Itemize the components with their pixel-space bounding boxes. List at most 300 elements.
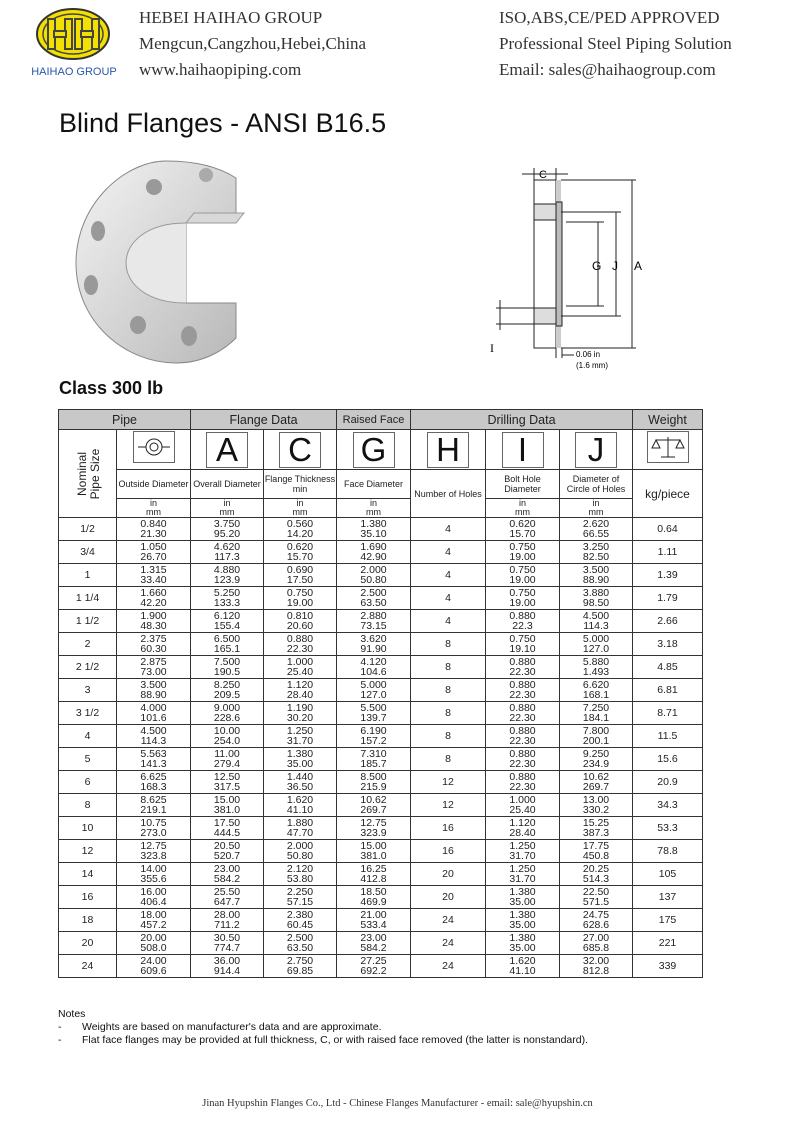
outside-diameter-cell-in: 0.840 — [140, 517, 167, 530]
bolt-hole-cell-mm: 22.30 — [509, 689, 536, 701]
thickness-cell-mm: 36.50 — [286, 781, 314, 793]
thickness-cell-mm: 60.45 — [286, 919, 314, 931]
face-diameter-cell — [337, 817, 411, 840]
overall-diameter-cell-in: 8.250 — [213, 678, 241, 691]
holes-cell: 4 — [411, 541, 486, 564]
bolt-hole-cell-in: 0.880 — [509, 770, 536, 783]
unit-mm: mm — [588, 507, 604, 517]
weight-cell: 3.18 — [633, 633, 703, 656]
bolt-circle-cell-mm: 66.55 — [582, 528, 610, 540]
bolt-hole-cell-mm: 28.40 — [509, 827, 536, 839]
thickness-cell — [264, 932, 337, 955]
outside-diameter-cell — [117, 564, 191, 587]
table-row — [59, 886, 703, 909]
overall-diameter-cell — [191, 656, 264, 679]
unit-mm: mm — [146, 507, 161, 517]
thickness-cell — [264, 863, 337, 886]
table-row — [59, 702, 703, 725]
bolt-hole-cell-in: 1.120 — [509, 816, 536, 829]
table-row — [59, 909, 703, 932]
bolt-circle-cell-in: 5.000 — [582, 632, 610, 645]
bolt-hole-cell-in: 1.380 — [509, 885, 536, 898]
nps-cell: 5 — [59, 748, 117, 771]
company-logo — [28, 6, 118, 81]
table-row — [59, 679, 703, 702]
holes-cell: 16 — [411, 817, 486, 840]
page-footer: Jinan Hyupshin Flanges Co., Ltd - Chinese Flanges Manufacturer - email: sale@hyupshin.cn — [202, 1098, 593, 1109]
outside-diameter-cell — [117, 909, 191, 932]
approval-text: ISO,ABS,CE/PED APPROVED — [499, 8, 720, 27]
bolt-hole-cell-in: 0.880 — [509, 609, 536, 622]
overall-diameter-cell — [191, 909, 264, 932]
scale-icon-cell — [633, 430, 703, 470]
description-row — [59, 470, 703, 499]
bolt-circle-cell-mm: 184.1 — [582, 712, 610, 724]
company-website[interactable]: www.haihaopiping.com — [139, 60, 302, 79]
outside-diameter-cell-in: 1.660 — [140, 586, 167, 599]
thickness-cell — [264, 518, 337, 541]
bolt-circle-cell — [560, 518, 633, 541]
header-right — [499, 5, 732, 83]
overall-diameter-cell-mm: 317.5 — [213, 781, 241, 793]
holes-cell: 8 — [411, 702, 486, 725]
thickness-cell-mm: 41.10 — [286, 804, 314, 816]
bolt-circle-cell-in: 3.500 — [582, 563, 610, 576]
notes-heading: Notes — [58, 1008, 86, 1020]
face-diameter-cell-mm: 50.80 — [360, 574, 387, 586]
unit-in: in — [296, 498, 304, 508]
thickness-cell-in: 1.440 — [286, 770, 314, 783]
thickness-cell-in: 0.560 — [286, 517, 314, 530]
overall-diameter-cell — [191, 955, 264, 978]
bolt-circle-cell-mm: 1.493 — [582, 666, 610, 678]
bolt-hole-cell-mm: 22.30 — [509, 712, 536, 724]
outside-diameter-cell-in: 8.625 — [140, 793, 167, 806]
face-diameter-cell — [337, 564, 411, 587]
overall-diameter-cell-mm: 165.1 — [213, 643, 241, 655]
outside-diameter-cell-mm: 457.2 — [140, 919, 167, 931]
desc-holes: Number of Holes — [411, 470, 486, 518]
thickness-cell-in: 1.620 — [286, 793, 314, 806]
icon-row — [59, 430, 703, 470]
thickness-cell — [264, 610, 337, 633]
table-row — [59, 656, 703, 679]
thickness-cell-mm: 63.50 — [286, 942, 314, 954]
holes-cell: 12 — [411, 771, 486, 794]
company-name: HEBEI HAIHAO GROUP — [139, 8, 323, 27]
face-diameter-cell-mm: 215.9 — [360, 781, 387, 793]
outside-diameter-cell-mm: 114.3 — [140, 735, 167, 747]
notes-section — [58, 1008, 588, 1047]
face-diameter-cell-mm: 692.2 — [360, 965, 387, 977]
face-diameter-cell — [337, 863, 411, 886]
overall-diameter-cell-in: 11.00 — [214, 747, 240, 760]
outside-diameter-cell-in: 6.625 — [140, 770, 167, 783]
outside-diameter-cell — [117, 679, 191, 702]
outside-diameter-cell-mm: 88.90 — [140, 689, 167, 701]
bolt-circle-cell — [560, 840, 633, 863]
thickness-cell-mm: 14.20 — [286, 528, 314, 540]
weight-cell: 105 — [633, 863, 703, 886]
letter-g: G — [353, 432, 395, 468]
nps-cell: 20 — [59, 932, 117, 955]
outside-diameter-cell-mm: 406.4 — [140, 896, 167, 908]
bolt-hole-cell-in: 0.880 — [509, 678, 536, 691]
overall-diameter-cell — [191, 863, 264, 886]
thickness-cell-in: 2.380 — [286, 908, 314, 921]
bolt-hole-cell-mm: 15.70 — [509, 528, 536, 540]
desc-overall: Overall Diameter — [191, 470, 264, 499]
face-diameter-cell-in: 2.000 — [360, 563, 387, 576]
thickness-cell-in: 2.120 — [286, 862, 314, 875]
outside-diameter-cell — [117, 633, 191, 656]
thickness-cell-mm: 69.85 — [286, 965, 314, 977]
bolt-hole-cell-mm: 22.30 — [509, 666, 536, 678]
bolt-circle-cell — [560, 633, 633, 656]
face-diameter-cell-mm: 63.50 — [360, 597, 387, 609]
thickness-cell-in: 1.880 — [286, 816, 314, 829]
outside-diameter-cell — [117, 863, 191, 886]
holes-cell: 4 — [411, 518, 486, 541]
overall-diameter-cell-in: 4.880 — [213, 563, 241, 576]
outside-diameter-cell — [117, 955, 191, 978]
thickness-cell-in: 1.250 — [286, 724, 314, 737]
note-mm: (1.6 mm) — [576, 361, 608, 370]
bolt-circle-cell-mm: 98.50 — [582, 597, 610, 609]
thickness-cell — [264, 702, 337, 725]
nps-cell: 4 — [59, 725, 117, 748]
overall-diameter-cell — [191, 633, 264, 656]
bolt-hole-cell-mm: 35.00 — [509, 896, 536, 908]
flange-illustration — [66, 153, 246, 371]
thickness-cell-mm: 15.70 — [286, 551, 314, 563]
letter-i-cell — [486, 430, 560, 470]
group-raised: Raised Face — [337, 410, 411, 430]
bolt-circle-cell — [560, 932, 633, 955]
outside-diameter-cell — [117, 518, 191, 541]
weight-cell: 15.6 — [633, 748, 703, 771]
table-row — [59, 587, 703, 610]
face-diameter-cell-in: 23.00 — [360, 931, 387, 944]
bolt-circle-cell-in: 10.62 — [582, 770, 610, 783]
thickness-cell-mm: 19.00 — [286, 597, 314, 609]
bolt-circle-cell — [560, 541, 633, 564]
outside-diameter-cell-mm: 48.30 — [140, 620, 167, 632]
holes-cell: 24 — [411, 955, 486, 978]
label-j: J — [612, 259, 618, 273]
outside-diameter-cell-mm: 609.6 — [140, 965, 167, 977]
bolt-circle-cell — [560, 656, 633, 679]
bolt-circle-cell — [560, 748, 633, 771]
bolt-circle-cell — [560, 909, 633, 932]
nps-cell: 3/4 — [59, 541, 117, 564]
holes-cell: 16 — [411, 840, 486, 863]
face-diameter-cell-in: 6.190 — [360, 724, 387, 737]
unit-in: in — [223, 498, 231, 508]
bolt-circle-cell-in: 7.800 — [582, 724, 610, 737]
face-diameter-cell-in: 8.500 — [360, 770, 387, 783]
letter-h: H — [427, 432, 469, 468]
bolt-hole-cell-in: 1.620 — [509, 954, 536, 967]
overall-diameter-cell-in: 5.250 — [213, 586, 241, 599]
thickness-cell-in: 0.620 — [286, 540, 314, 553]
tagline: Professional Steel Piping Solution — [499, 34, 732, 53]
table-row — [59, 840, 703, 863]
bolt-hole-cell-mm: 19.00 — [509, 574, 536, 586]
note-in: 0.06 in — [576, 350, 601, 359]
face-diameter-cell-in: 27.25 — [360, 954, 387, 967]
weight-cell: 221 — [633, 932, 703, 955]
bolt-hole-cell-in: 0.750 — [509, 540, 536, 553]
desc-thickness: Flange Thickness min — [264, 470, 337, 499]
thickness-cell-in: 2.750 — [286, 954, 314, 967]
overall-diameter-cell — [191, 725, 264, 748]
nps-cell: 12 — [59, 840, 117, 863]
unit-mm: mm — [219, 507, 235, 517]
bolt-hole-cell — [486, 541, 560, 564]
bolt-hole-cell-in: 0.620 — [509, 517, 536, 530]
thickness-cell-mm: 25.40 — [286, 666, 314, 678]
table-row — [59, 564, 703, 587]
weight-cell: 339 — [633, 955, 703, 978]
outside-diameter-cell-mm: 141.3 — [140, 758, 167, 770]
face-diameter-cell-in: 21.00 — [360, 908, 387, 921]
nps-cell: 1 1/2 — [59, 610, 117, 633]
letter-g-cell — [337, 430, 411, 470]
face-diameter-cell-in: 18.50 — [360, 885, 387, 898]
bolt-hole-cell — [486, 840, 560, 863]
outside-diameter-cell — [117, 587, 191, 610]
face-diameter-cell-mm: 381.0 — [360, 850, 387, 862]
dimension-diagram — [486, 160, 656, 375]
bolt-hole-cell — [486, 564, 560, 587]
outside-diameter-cell — [117, 817, 191, 840]
bolt-hole-cell — [486, 518, 560, 541]
bolt-hole-cell-in: 1.380 — [509, 908, 536, 921]
thickness-cell — [264, 633, 337, 656]
logo-text: HAIHAO GROUP — [31, 66, 117, 78]
desc-circle: Diameter of Circle of Holes — [560, 470, 633, 499]
bolt-hole-cell-in: 0.750 — [509, 632, 536, 645]
outside-diameter-cell-mm: 42.20 — [140, 597, 167, 609]
holes-cell: 24 — [411, 909, 486, 932]
letter-h-cell — [411, 430, 486, 470]
bolt-hole-cell — [486, 656, 560, 679]
bolt-hole-cell — [486, 909, 560, 932]
bolt-hole-cell-in: 0.880 — [509, 724, 536, 737]
bolt-circle-cell — [560, 886, 633, 909]
nps-cell: 14 — [59, 863, 117, 886]
outside-diameter-cell-in: 4.500 — [140, 724, 167, 737]
bolt-hole-cell-mm: 22.30 — [509, 758, 536, 770]
unit-in: in — [519, 498, 527, 508]
overall-diameter-cell-mm: 774.7 — [213, 942, 241, 954]
overall-diameter-cell — [191, 748, 264, 771]
holes-cell: 8 — [411, 679, 486, 702]
outside-diameter-cell-in: 1.050 — [140, 540, 167, 553]
thickness-cell — [264, 587, 337, 610]
thickness-cell-mm: 50.80 — [286, 850, 314, 862]
overall-diameter-cell — [191, 886, 264, 909]
face-diameter-cell-in: 15.00 — [360, 839, 387, 852]
table-row — [59, 541, 703, 564]
thickness-cell — [264, 817, 337, 840]
outside-diameter-cell-in: 4.000 — [140, 701, 167, 714]
unit-mm: mm — [292, 507, 308, 517]
desc-kg: kg/piece — [633, 470, 703, 518]
overall-diameter-cell-mm: 914.4 — [213, 965, 241, 977]
outside-diameter-cell-mm: 168.3 — [140, 781, 167, 793]
face-diameter-cell-mm: 42.90 — [360, 551, 387, 563]
bolt-circle-cell-in: 24.75 — [582, 908, 610, 921]
overall-diameter-cell-mm: 228.6 — [213, 712, 241, 724]
overall-diameter-cell-in: 36.00 — [213, 954, 241, 967]
thickness-cell-in: 0.880 — [286, 632, 314, 645]
face-diameter-cell-mm: 91.90 — [360, 643, 387, 655]
face-diameter-cell-in: 16.25 — [360, 862, 387, 875]
weight-cell: 34.3 — [633, 794, 703, 817]
outside-diameter-cell-in: 10.75 — [140, 816, 167, 829]
face-diameter-cell — [337, 748, 411, 771]
thickness-cell — [264, 656, 337, 679]
thickness-cell-mm: 17.50 — [286, 574, 314, 586]
overall-diameter-cell-in: 25.50 — [213, 885, 241, 898]
overall-diameter-cell — [191, 817, 264, 840]
nps-cell: 8 — [59, 794, 117, 817]
face-diameter-cell — [337, 610, 411, 633]
overall-diameter-cell — [191, 564, 264, 587]
overall-diameter-cell-mm: 711.2 — [214, 919, 240, 931]
bolt-hole-cell-mm: 35.00 — [509, 919, 536, 931]
overall-diameter-cell — [191, 541, 264, 564]
nps-cell: 2 1/2 — [59, 656, 117, 679]
nps-cell: 16 — [59, 886, 117, 909]
face-diameter-cell-mm: 269.7 — [360, 804, 387, 816]
outside-diameter-cell — [117, 794, 191, 817]
bolt-hole-cell-in: 0.880 — [509, 655, 536, 668]
nps-cell: 1/2 — [59, 518, 117, 541]
face-diameter-cell-in: 1.380 — [360, 517, 387, 530]
face-diameter-cell-in: 2.880 — [360, 609, 387, 622]
table-row — [59, 633, 703, 656]
outside-diameter-cell-mm: 21.30 — [140, 528, 167, 540]
note-text: Weights are based on manufacturer's data and are approximate. — [82, 1021, 382, 1033]
bolt-circle-cell-mm: 88.90 — [582, 574, 610, 586]
face-diameter-cell — [337, 633, 411, 656]
overall-diameter-cell-in: 3.750 — [213, 517, 241, 530]
face-diameter-cell-mm: 35.10 — [360, 528, 387, 540]
outside-diameter-cell-in: 2.375 — [140, 632, 167, 645]
bolt-circle-cell-mm: 685.8 — [582, 942, 610, 954]
weight-cell: 11.5 — [633, 725, 703, 748]
outside-diameter-cell — [117, 748, 191, 771]
bolt-circle-cell-in: 3.250 — [582, 540, 610, 553]
unit-cell — [191, 499, 264, 518]
class-title: Class 300 lb — [59, 378, 164, 398]
overall-diameter-cell-mm: 190.5 — [213, 666, 241, 678]
overall-diameter-cell-mm: 279.4 — [213, 758, 241, 770]
unit-cell — [264, 499, 337, 518]
weight-cell: 8.71 — [633, 702, 703, 725]
company-email[interactable]: Email: sales@haihaogroup.com — [499, 60, 716, 79]
overall-diameter-cell-in: 6.120 — [213, 609, 241, 622]
group-header-row — [59, 410, 703, 430]
outside-diameter-cell — [117, 656, 191, 679]
holes-cell: 8 — [411, 656, 486, 679]
outside-diameter-cell-in: 16.00 — [140, 885, 167, 898]
table-row — [59, 518, 703, 541]
label-a: A — [634, 259, 643, 273]
overall-diameter-cell — [191, 702, 264, 725]
letter-i: I — [502, 432, 544, 468]
overall-diameter-cell — [191, 794, 264, 817]
bolt-hole-cell — [486, 748, 560, 771]
face-diameter-cell — [337, 955, 411, 978]
bolt-circle-cell-mm: 269.7 — [582, 781, 610, 793]
bolt-hole-cell — [486, 955, 560, 978]
overall-diameter-cell-mm: 123.9 — [213, 574, 241, 586]
bolt-hole-cell-in: 0.880 — [509, 701, 536, 714]
outside-diameter-cell-in: 3.500 — [140, 678, 167, 691]
bolt-hole-cell — [486, 633, 560, 656]
holes-cell: 8 — [411, 725, 486, 748]
outside-diameter-cell-mm: 323.8 — [140, 850, 167, 862]
table-row — [59, 771, 703, 794]
bolt-hole-cell — [486, 932, 560, 955]
thickness-cell — [264, 564, 337, 587]
overall-diameter-cell-mm: 647.7 — [213, 896, 241, 908]
overall-diameter-cell-in: 6.500 — [213, 632, 241, 645]
thickness-cell-mm: 22.30 — [286, 643, 314, 655]
bolt-circle-cell-in: 9.250 — [582, 747, 610, 760]
face-diameter-cell — [337, 725, 411, 748]
bolt-circle-cell-in: 17.75 — [582, 839, 610, 852]
thickness-cell-in: 0.810 — [286, 609, 314, 622]
bolt-circle-cell-mm: 812.8 — [582, 965, 610, 977]
overall-diameter-cell-in: 15.00 — [213, 793, 241, 806]
outside-diameter-cell-mm: 60.30 — [140, 643, 167, 655]
outside-diameter-cell-mm: 508.0 — [140, 942, 167, 954]
face-diameter-cell — [337, 909, 411, 932]
nps-cell: 10 — [59, 817, 117, 840]
table-row — [59, 748, 703, 771]
note-item: - Flat face flanges may be provided at full thickness, C, or with raised face removed (the latter is nonstandard). — [58, 1034, 588, 1046]
bolt-circle-cell-mm: 200.1 — [582, 735, 610, 747]
label-c: C — [539, 169, 547, 181]
face-diameter-cell — [337, 518, 411, 541]
nps-cell: 2 — [59, 633, 117, 656]
table-row — [59, 863, 703, 886]
holes-cell: 4 — [411, 564, 486, 587]
table-row — [59, 610, 703, 633]
thickness-cell — [264, 840, 337, 863]
face-diameter-cell-in: 2.500 — [360, 586, 387, 599]
nps-label: Nominal Pipe Size — [75, 448, 102, 499]
outside-diameter-cell-in: 24.00 — [140, 954, 167, 967]
face-diameter-cell-in: 12.75 — [360, 816, 387, 829]
bolt-circle-cell-mm: 330.2 — [582, 804, 610, 816]
thickness-cell — [264, 541, 337, 564]
overall-diameter-cell-in: 20.50 — [213, 839, 241, 852]
face-diameter-cell-mm: 412.8 — [360, 873, 387, 885]
letter-c: C — [279, 432, 321, 468]
bolt-circle-cell — [560, 587, 633, 610]
bolt-circle-cell-mm: 387.3 — [582, 827, 610, 839]
bolt-hole-cell-mm: 25.40 — [509, 804, 536, 816]
group-weight: Weight — [633, 410, 703, 430]
note-item: - Weights are based on manufacturer's data and are approximate. — [58, 1021, 382, 1033]
weight-cell: 1.39 — [633, 564, 703, 587]
